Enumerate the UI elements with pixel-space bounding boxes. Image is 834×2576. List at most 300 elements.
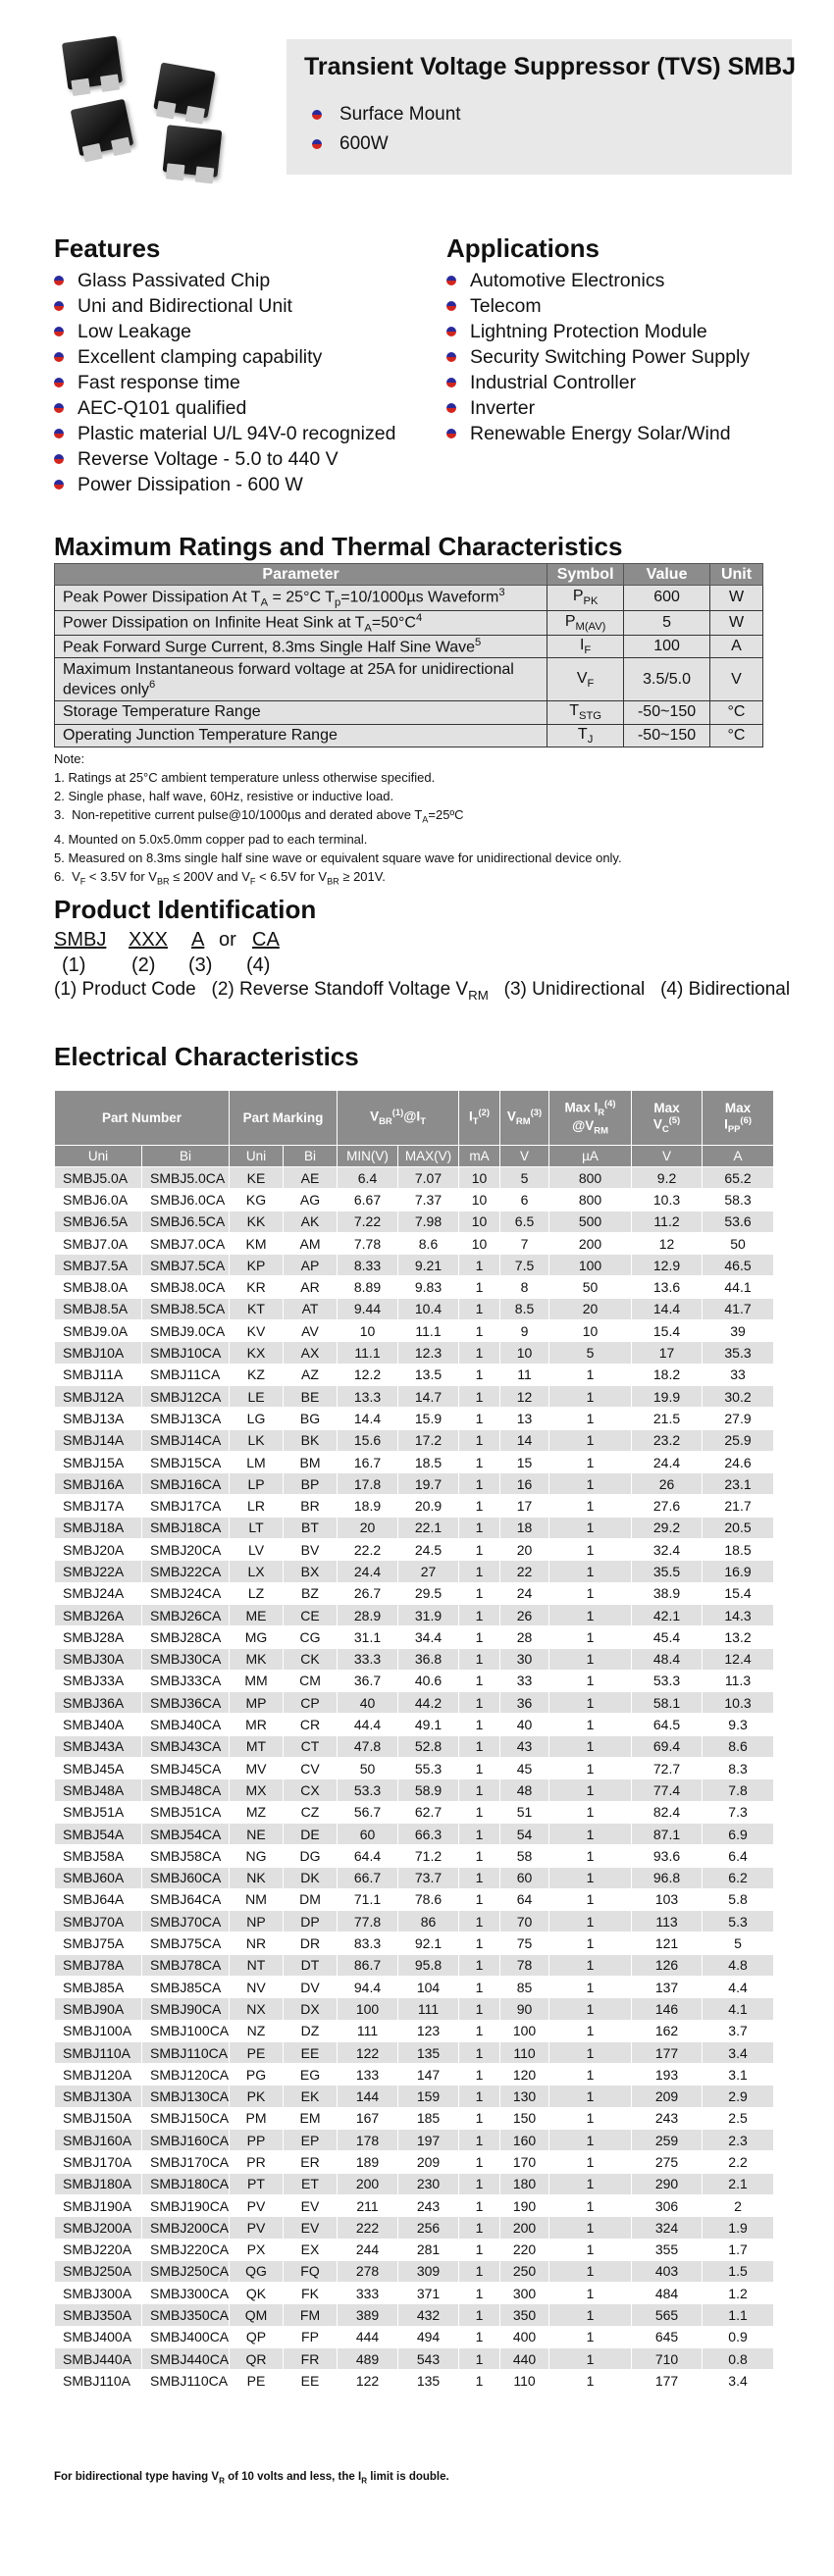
- table-cell: BK: [284, 1429, 338, 1451]
- table-cell: 1: [459, 1517, 500, 1538]
- table-cell: SMBJ51CA: [142, 1801, 230, 1823]
- table-row: [55, 2283, 774, 2304]
- table-cell: 645: [632, 2326, 703, 2347]
- table-cell: SMBJ400A: [55, 2326, 142, 2347]
- table-cell: 209: [398, 2151, 459, 2173]
- table-cell: 24: [500, 1582, 549, 1604]
- table-cell: LE: [230, 1385, 284, 1407]
- table-cell: AT: [284, 1298, 338, 1319]
- table-cell: SMBJ7.0CA: [142, 1232, 230, 1254]
- table-cell: QK: [230, 2283, 284, 2304]
- table-cell: 170: [500, 2151, 549, 2173]
- table-cell: PX: [230, 2239, 284, 2260]
- table-cell: SMBJ6.0A: [55, 1189, 142, 1211]
- table-cell: SMBJ120CA: [142, 2064, 230, 2086]
- table-cell: 43: [500, 1735, 549, 1757]
- table-cell: KP: [230, 1255, 284, 1276]
- table-cell: 1: [549, 1385, 632, 1407]
- table-cell: 5: [500, 1167, 549, 1189]
- table-cell: SMBJ11CA: [142, 1364, 230, 1385]
- table-cell: 1: [459, 2283, 500, 2304]
- table-cell: SMBJ7.5A: [55, 1255, 142, 1276]
- symbol-cell: $T_{STG}$: [547, 701, 624, 724]
- table-cell: 167: [338, 2107, 398, 2129]
- table-cell: 39: [703, 1320, 774, 1342]
- table-row: [55, 2239, 774, 2260]
- table-row: [55, 1801, 774, 1823]
- table-cell: SMBJ220A: [55, 2239, 142, 2260]
- table-cell: 1: [459, 1779, 500, 1801]
- table-cell: 1: [549, 2217, 632, 2239]
- table-cell: 1: [459, 1561, 500, 1582]
- table-cell: 69.4: [632, 1735, 703, 1757]
- table-cell: 62.7: [398, 1801, 459, 1823]
- table-row: [55, 2107, 774, 2129]
- bullet-icon: [446, 301, 456, 311]
- table-cell: 3.4: [703, 2041, 774, 2063]
- table-cell: LK: [230, 1429, 284, 1451]
- table-cell: SMBJ40A: [55, 1714, 142, 1735]
- table-cell: KT: [230, 1298, 284, 1319]
- table-cell: 4.8: [703, 1954, 774, 1976]
- table-cell: 65.2: [703, 1167, 774, 1189]
- table-cell: SMBJ30A: [55, 1648, 142, 1670]
- table-cell: 9: [500, 1320, 549, 1342]
- table-cell: SMBJ33A: [55, 1670, 142, 1691]
- table-cell: 20: [549, 1298, 632, 1319]
- table-cell: 281: [398, 2239, 459, 2260]
- table-cell: 55.3: [398, 1758, 459, 1779]
- table-cell: 7.07: [398, 1167, 459, 1189]
- table-cell: 12.2: [338, 1364, 398, 1385]
- table-cell: PV: [230, 2217, 284, 2239]
- table-cell: 31.9: [398, 1604, 459, 1625]
- table-row: [55, 1232, 774, 1254]
- table-cell: SMBJ6.5A: [55, 1211, 142, 1232]
- unit-cell: °C: [710, 724, 763, 747]
- table-cell: 484: [632, 2283, 703, 2304]
- col-header-ipp: Max $I_{PP}^{(6)}$: [703, 1091, 774, 1146]
- table-cell: 256: [398, 2217, 459, 2239]
- table-cell: 10: [459, 1189, 500, 1211]
- sub-header: MIN(V): [338, 1146, 398, 1167]
- table-cell: LV: [230, 1539, 284, 1561]
- table-cell: 243: [632, 2107, 703, 2129]
- table-cell: 122: [338, 2041, 398, 2063]
- application-item: Renewable Energy Solar/Wind: [446, 421, 750, 446]
- table-cell: 5.3: [703, 1911, 774, 1932]
- table-row: [55, 2041, 774, 2063]
- table-cell: 51: [500, 1801, 549, 1823]
- table-cell: 93.6: [632, 1845, 703, 1867]
- table-cell: 1: [549, 1408, 632, 1429]
- table-cell: 185: [398, 2107, 459, 2129]
- table-cell: SMBJ85A: [55, 1976, 142, 1997]
- table-cell: 230: [398, 2173, 459, 2194]
- table-cell: 34.4: [398, 1626, 459, 1648]
- table-cell: 53.3: [632, 1670, 703, 1691]
- code-voltage: XXX: [129, 929, 169, 951]
- table-cell: 3.7: [703, 2020, 774, 2041]
- table-cell: 1: [549, 1670, 632, 1691]
- table-cell: 17.8: [338, 1473, 398, 1495]
- table-cell: KK: [230, 1211, 284, 1232]
- table-cell: 1: [459, 1473, 500, 1495]
- table-cell: NT: [230, 1954, 284, 1976]
- table-cell: FM: [284, 2304, 338, 2326]
- table-cell: 10: [549, 1320, 632, 1342]
- table-cell: 60: [500, 1867, 549, 1888]
- table-cell: 432: [398, 2304, 459, 2326]
- table-cell: BV: [284, 1539, 338, 1561]
- bullet-icon: [54, 276, 64, 285]
- table-cell: AM: [284, 1232, 338, 1254]
- table-cell: 1: [459, 1320, 500, 1342]
- table-cell: 11.3: [703, 1670, 774, 1691]
- table-cell: BM: [284, 1451, 338, 1472]
- table-cell: 1: [459, 2260, 500, 2282]
- table-cell: 7.22: [338, 1211, 398, 1232]
- table-cell: 40: [500, 1714, 549, 1735]
- table-cell: 1: [549, 2326, 632, 2347]
- table-cell: DX: [284, 1998, 338, 2020]
- table-cell: SMBJ64CA: [142, 1888, 230, 1910]
- table-cell: 1.7: [703, 2239, 774, 2260]
- table-cell: 2.1: [703, 2173, 774, 2194]
- table-cell: SMBJ45CA: [142, 1758, 230, 1779]
- table-cell: 4.4: [703, 1976, 774, 1997]
- table-cell: 6.4: [703, 1845, 774, 1867]
- table-cell: 193: [632, 2064, 703, 2086]
- table-cell: SMBJ5.0A: [55, 1167, 142, 1189]
- table-cell: 135: [398, 2370, 459, 2392]
- table-cell: SMBJ110A: [55, 2370, 142, 2392]
- table-row: [55, 2304, 774, 2326]
- param-cell: Power Dissipation on Infinite Heat Sink at $T_A=50^\circ C^4$: [55, 610, 547, 636]
- table-cell: SMBJ190A: [55, 2194, 142, 2216]
- bullet-icon: [54, 403, 64, 413]
- table-cell: 83.3: [338, 1932, 398, 1954]
- table-cell: 1: [459, 2370, 500, 2392]
- table-cell: 70: [500, 1911, 549, 1932]
- table-cell: SMBJ200A: [55, 2217, 142, 2239]
- table-cell: 64.5: [632, 1714, 703, 1735]
- table-cell: SMBJ43CA: [142, 1735, 230, 1757]
- table-cell: 1: [459, 1582, 500, 1604]
- table-row: [55, 1888, 774, 1910]
- table-cell: 1: [549, 2086, 632, 2107]
- table-cell: 38.9: [632, 1582, 703, 1604]
- table-cell: LZ: [230, 1582, 284, 1604]
- table-cell: DR: [284, 1932, 338, 1954]
- table-cell: SMBJ54CA: [142, 1823, 230, 1844]
- table-cell: 17: [500, 1495, 549, 1517]
- table-row: [55, 2194, 774, 2216]
- package-image-3: [71, 99, 134, 157]
- table-cell: 1: [459, 1648, 500, 1670]
- table-cell: NZ: [230, 2020, 284, 2041]
- table-cell: 1: [459, 1670, 500, 1691]
- table-cell: 150: [500, 2107, 549, 2129]
- table-cell: EE: [284, 2370, 338, 2392]
- table-cell: 100: [338, 1998, 398, 2020]
- table-cell: SMBJ45A: [55, 1758, 142, 1779]
- table-row: [55, 2020, 774, 2041]
- table-cell: SMBJ22A: [55, 1561, 142, 1582]
- index-4: (4): [246, 954, 271, 976]
- table-row: [55, 1714, 774, 1735]
- table-cell: 1: [549, 1473, 632, 1495]
- application-item: Telecom: [446, 293, 750, 319]
- table-cell: SMBJ7.0A: [55, 1232, 142, 1254]
- applications-heading: Applications: [446, 233, 600, 263]
- table-cell: 113: [632, 1911, 703, 1932]
- table-cell: 1: [459, 1714, 500, 1735]
- table-cell: SMBJ15A: [55, 1451, 142, 1472]
- table-cell: SMBJ110CA: [142, 2370, 230, 2392]
- table-cell: 32.4: [632, 1539, 703, 1561]
- table-cell: 200: [549, 1232, 632, 1254]
- table-cell: SMBJ8.5A: [55, 1298, 142, 1319]
- ratings-table: [54, 563, 763, 747]
- table-cell: 1: [459, 2020, 500, 2041]
- table-cell: 565: [632, 2304, 703, 2326]
- table-cell: SMBJ40CA: [142, 1714, 230, 1735]
- table-cell: SMBJ250CA: [142, 2260, 230, 2282]
- table-cell: CG: [284, 1626, 338, 1648]
- table-cell: 1: [549, 1888, 632, 1910]
- feature-item: Plastic material U/L 94V-0 recognized: [54, 421, 395, 446]
- table-cell: SMBJ7.5CA: [142, 1255, 230, 1276]
- table-cell: 1: [459, 2217, 500, 2239]
- table-cell: SMBJ24CA: [142, 1582, 230, 1604]
- feature-item: Excellent clamping capability: [54, 344, 395, 370]
- table-cell: AR: [284, 1276, 338, 1298]
- table-cell: 41.7: [703, 1298, 774, 1319]
- table-cell: DG: [284, 1845, 338, 1867]
- table-cell: 30: [500, 1648, 549, 1670]
- table-cell: 45: [500, 1758, 549, 1779]
- table-cell: 1: [549, 1626, 632, 1648]
- table-cell: 1: [549, 2020, 632, 2041]
- unit-cell: W: [710, 586, 763, 611]
- table-cell: 489: [338, 2348, 398, 2370]
- table-cell: SMBJ30CA: [142, 1648, 230, 1670]
- value-cell: 600: [624, 586, 710, 611]
- table-cell: 1: [459, 1758, 500, 1779]
- table-cell: 1: [459, 1867, 500, 1888]
- table-cell: 10: [459, 1167, 500, 1189]
- table-cell: SMBJ70A: [55, 1911, 142, 1932]
- table-cell: SMBJ120A: [55, 2064, 142, 2086]
- table-cell: SMBJ440A: [55, 2348, 142, 2370]
- table-cell: MK: [230, 1648, 284, 1670]
- table-cell: 75: [500, 1932, 549, 1954]
- table-cell: 8.89: [338, 1276, 398, 1298]
- index-1: (1): [62, 954, 86, 976]
- table-row: [55, 1692, 774, 1714]
- table-cell: 53.6: [703, 1211, 774, 1232]
- table-row: [55, 1539, 774, 1561]
- table-cell: 58: [500, 1845, 549, 1867]
- bullet-icon: [54, 352, 64, 362]
- table-cell: 1: [459, 2239, 500, 2260]
- table-cell: 1: [549, 2239, 632, 2260]
- ratings-row: [55, 636, 763, 658]
- table-cell: AE: [284, 1167, 338, 1189]
- table-cell: 1: [549, 1954, 632, 1976]
- table-cell: 1: [549, 1648, 632, 1670]
- table-cell: QR: [230, 2348, 284, 2370]
- table-cell: 10: [459, 1211, 500, 1232]
- table-cell: 3.1: [703, 2064, 774, 2086]
- table-cell: 53.3: [338, 1779, 398, 1801]
- table-cell: SMBJ180CA: [142, 2173, 230, 2194]
- table-cell: 1: [459, 1911, 500, 1932]
- table-cell: 159: [398, 2086, 459, 2107]
- table-cell: 18.2: [632, 1364, 703, 1385]
- table-cell: SMBJ16A: [55, 1473, 142, 1495]
- product-id-description: (1) Product Code (2) Reverse Standoff Voltage $V_{RM}$ (3) Unidirectional (4) Bidirectional: [54, 979, 791, 1003]
- table-cell: 1: [549, 1561, 632, 1582]
- param-cell: Operating Junction Temperature Range: [55, 724, 547, 747]
- ratings-row: [55, 658, 763, 701]
- table-cell: 3.4: [703, 2370, 774, 2392]
- table-cell: SMBJ130CA: [142, 2086, 230, 2107]
- table-cell: LT: [230, 1517, 284, 1538]
- table-row: [55, 1364, 774, 1385]
- table-cell: MT: [230, 1735, 284, 1757]
- table-cell: 1: [459, 1429, 500, 1451]
- bullet-icon: [446, 352, 456, 362]
- table-cell: 12: [500, 1385, 549, 1407]
- note-item: 6. $V_F < 3.5V$ for $V_{BR} \le 200V$ and $V_F < 6.5V$ for $V_{BR} \ge 201V$.: [54, 868, 386, 887]
- table-cell: 10: [500, 1342, 549, 1364]
- feature-item: Low Leakage: [54, 319, 395, 344]
- table-cell: 22.2: [338, 1539, 398, 1561]
- table-cell: KG: [230, 1189, 284, 1211]
- table-cell: SMBJ160CA: [142, 2130, 230, 2151]
- table-cell: 14.3: [703, 1604, 774, 1625]
- table-cell: 1: [459, 2348, 500, 2370]
- application-item: Industrial Controller: [446, 370, 750, 395]
- table-cell: CX: [284, 1779, 338, 1801]
- symbol-cell: $V_F$: [547, 658, 624, 701]
- table-cell: 4.1: [703, 1998, 774, 2020]
- feature-item: AEC-Q101 qualified: [54, 395, 395, 421]
- table-cell: SMBJ90A: [55, 1998, 142, 2020]
- table-cell: MZ: [230, 1801, 284, 1823]
- table-cell: SMBJ170A: [55, 2151, 142, 2173]
- table-cell: SMBJ12A: [55, 1385, 142, 1407]
- table-cell: DV: [284, 1976, 338, 1997]
- table-cell: 18.5: [703, 1539, 774, 1561]
- table-row: [55, 1451, 774, 1472]
- table-cell: CK: [284, 1648, 338, 1670]
- table-cell: DP: [284, 1911, 338, 1932]
- table-cell: 64: [500, 1888, 549, 1910]
- table-cell: SMBJ440CA: [142, 2348, 230, 2370]
- feature-item: Power Dissipation - 600 W: [54, 472, 395, 497]
- table-cell: 54: [500, 1823, 549, 1844]
- table-cell: 1: [549, 1779, 632, 1801]
- table-cell: 197: [398, 2130, 459, 2151]
- table-cell: 16.7: [338, 1451, 398, 1472]
- table-cell: 259: [632, 2130, 703, 2151]
- unit-cell: V: [710, 658, 763, 701]
- table-row: [55, 1385, 774, 1407]
- table-cell: 1: [549, 1998, 632, 2020]
- table-row: [55, 2151, 774, 2173]
- table-cell: 275: [632, 2151, 703, 2173]
- header: [0, 0, 834, 211]
- table-cell: PP: [230, 2130, 284, 2151]
- table-cell: NR: [230, 1932, 284, 1954]
- table-cell: 1: [549, 1714, 632, 1735]
- electrical-group-header-row: [55, 1091, 774, 1146]
- table-cell: SMBJ85CA: [142, 1976, 230, 1997]
- table-cell: SMBJ22CA: [142, 1561, 230, 1582]
- table-cell: 36.8: [398, 1648, 459, 1670]
- table-cell: 1: [549, 2151, 632, 2173]
- table-row: [55, 2217, 774, 2239]
- table-cell: 14.7: [398, 1385, 459, 1407]
- table-cell: 1: [459, 1539, 500, 1561]
- table-cell: NK: [230, 1867, 284, 1888]
- table-cell: AX: [284, 1342, 338, 1364]
- table-cell: 21.7: [703, 1495, 774, 1517]
- table-cell: 7.3: [703, 1801, 774, 1823]
- table-cell: SMBJ350CA: [142, 2304, 230, 2326]
- table-row: [55, 1845, 774, 1867]
- table-cell: KX: [230, 1342, 284, 1364]
- table-row: [55, 1561, 774, 1582]
- table-cell: SMBJ5.0CA: [142, 1167, 230, 1189]
- table-cell: 36: [500, 1692, 549, 1714]
- ratings-row: [55, 586, 763, 611]
- table-row: [55, 1276, 774, 1298]
- table-row: [55, 1189, 774, 1211]
- table-cell: 1: [549, 2304, 632, 2326]
- table-cell: 222: [338, 2217, 398, 2239]
- note-item: 3. Non-repetitive current pulse@10/1000µs and derated above $T_A=25ºC$: [54, 807, 464, 825]
- sub-header: A: [703, 1146, 774, 1167]
- table-cell: 1: [549, 2194, 632, 2216]
- table-cell: 494: [398, 2326, 459, 2347]
- col-header: Value: [624, 564, 710, 586]
- table-cell: 0.8: [703, 2348, 774, 2370]
- table-cell: BP: [284, 1473, 338, 1495]
- table-cell: DK: [284, 1867, 338, 1888]
- table-cell: BR: [284, 1495, 338, 1517]
- table-cell: 200: [500, 2217, 549, 2239]
- table-row: [55, 2064, 774, 2086]
- table-cell: 104: [398, 1976, 459, 1997]
- ratings-row: [55, 724, 763, 747]
- table-cell: 1: [459, 1364, 500, 1385]
- table-cell: 300: [500, 2283, 549, 2304]
- table-cell: 33.3: [338, 1648, 398, 1670]
- table-cell: QP: [230, 2326, 284, 2347]
- table-row: [55, 1473, 774, 1495]
- table-cell: 58.1: [632, 1692, 703, 1714]
- table-cell: SMBJ36A: [55, 1692, 142, 1714]
- table-cell: AK: [284, 1211, 338, 1232]
- table-cell: 8.3: [703, 1758, 774, 1779]
- table-cell: EG: [284, 2064, 338, 2086]
- table-cell: 5.8: [703, 1888, 774, 1910]
- table-cell: 27.9: [703, 1408, 774, 1429]
